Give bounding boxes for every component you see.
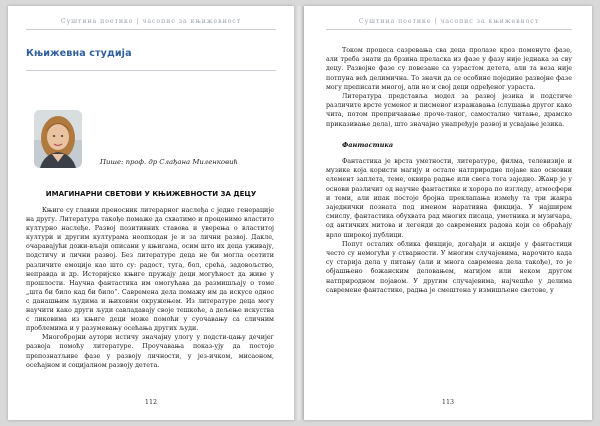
header-divider [26,29,276,30]
subheading: Фантастика [342,140,394,149]
author-photo [34,110,82,168]
author-portrait-icon [34,110,82,168]
article-title: ИМАГИНАРНИ СВЕТОВИ У КЊИЖЕВНОСТИ ЗА ДЕЦУ [45,190,257,198]
author-byline: Пише: проф. др Слађана Миленковић [100,158,238,166]
page-number-left: 112 [144,398,158,406]
header-divider [326,29,572,30]
article-body-right [326,46,572,295]
paragraph: Литература представља модел за развој језика и подстиче различите врсте усменог и писменог изражавања (слушања другог како чита, потом препричавање проче-таног, самостално читање, драмско приказивање дела), што значајно унапређује развој и усвајање језика. [326,93,572,128]
left-page [8,6,294,420]
running-head-right: Суштина поетике | часопис за књижевност [358,18,540,25]
paragraph: Многобројни аутори истичу значајну улогу у подсти-цању дечијег развоја помоћу литературе. Проучавања показ-ују да постоје препознатљиве фазе у развоју личности, у јез-ичком, мисаоном, осећајном и социјалном развоју детета. [26,334,274,369]
section-title: Књижевна студија [26,48,132,59]
running-head-left: Суштина поетике | часопис за књижевност [60,18,242,25]
paragraph: Књиге су главни преносник литерарног наслеђа с једне генерације на другу. Литература такође помаже да схватимо и проценимо властито културно наслеђе. Развој позитивних ставова и уверења о властитој култури и другим културама неопходан је и за лични развој. Дакле, очаравајући дожи-вљаји описани у књигама, осим што их деца уживају, подстичу и лични развој. Без литературе деца не би могла осетити различите емоције као што су: радост, туга, бол, срећа, задовољство, неправда и др. Историјске књиге пружају деци могућност да живе у прошлости. Научна фантастика им омогућава да размишљају о томе „шта би било кад би било“. Савремена дела помажу им да искусе однос с данашњим људима и њиховим окружењем. Из литературе деца могу научити како други људи савладавају своје тешкоће, а дељење искуства с ликовима из књиге деци може помоћи у суочавању са сличним проблемима и у разумевању осећања других људи. [26,207,274,333]
article-body-left [26,206,274,370]
paragraph: Током процеса сазревања сва деца пролазе кроз поменуте фазе, али треба знати да брзина преласка из фазе у фазу није једнака за сву децу. Развојне фазе су повезане са узрастом детета, али та веза није потпуна већ делимична. То значи да се особине поједине развојне фазе могу преписати многој, али не и свој деци одређеног узраста. [326,47,572,91]
section-divider [26,70,276,71]
paragraph: Попут осталих облика фикције, догађаји и акције у фантастици често су немогући у стварности. У многим случајевима, нарочито када су старија дела у питању (али и многа савремена дела такође), то је објашњено божанским деловањем, магијом или неком другом натприродном појавом. У другим случајевима, најчешће у делима савремене фантастике, радња је смештена у измишљене светове, у [326,240,572,294]
paragraph: Фантастика је врста уметности, литературе, филма, телевизије и музике која користи магију и остале натприродне појаве као основни елемент заплета, теме, оквира радње или свега тога заједно. Жанр је у основи различит од научне фантастике и хорора по изгледу, атмосфери и теми, али ипак постоје бројна преклапања између та три жанра заједнички позната под именом наративна фикција. У најширем смислу, фантастика обухвата рад многих писаца, уметника и музичара, од античких митова и легенди до савремених радова који се обраћају врло широкој публици. [326,158,572,239]
right-page [304,6,592,420]
page-number-right: 113 [441,398,455,406]
book-gutter [294,6,304,420]
